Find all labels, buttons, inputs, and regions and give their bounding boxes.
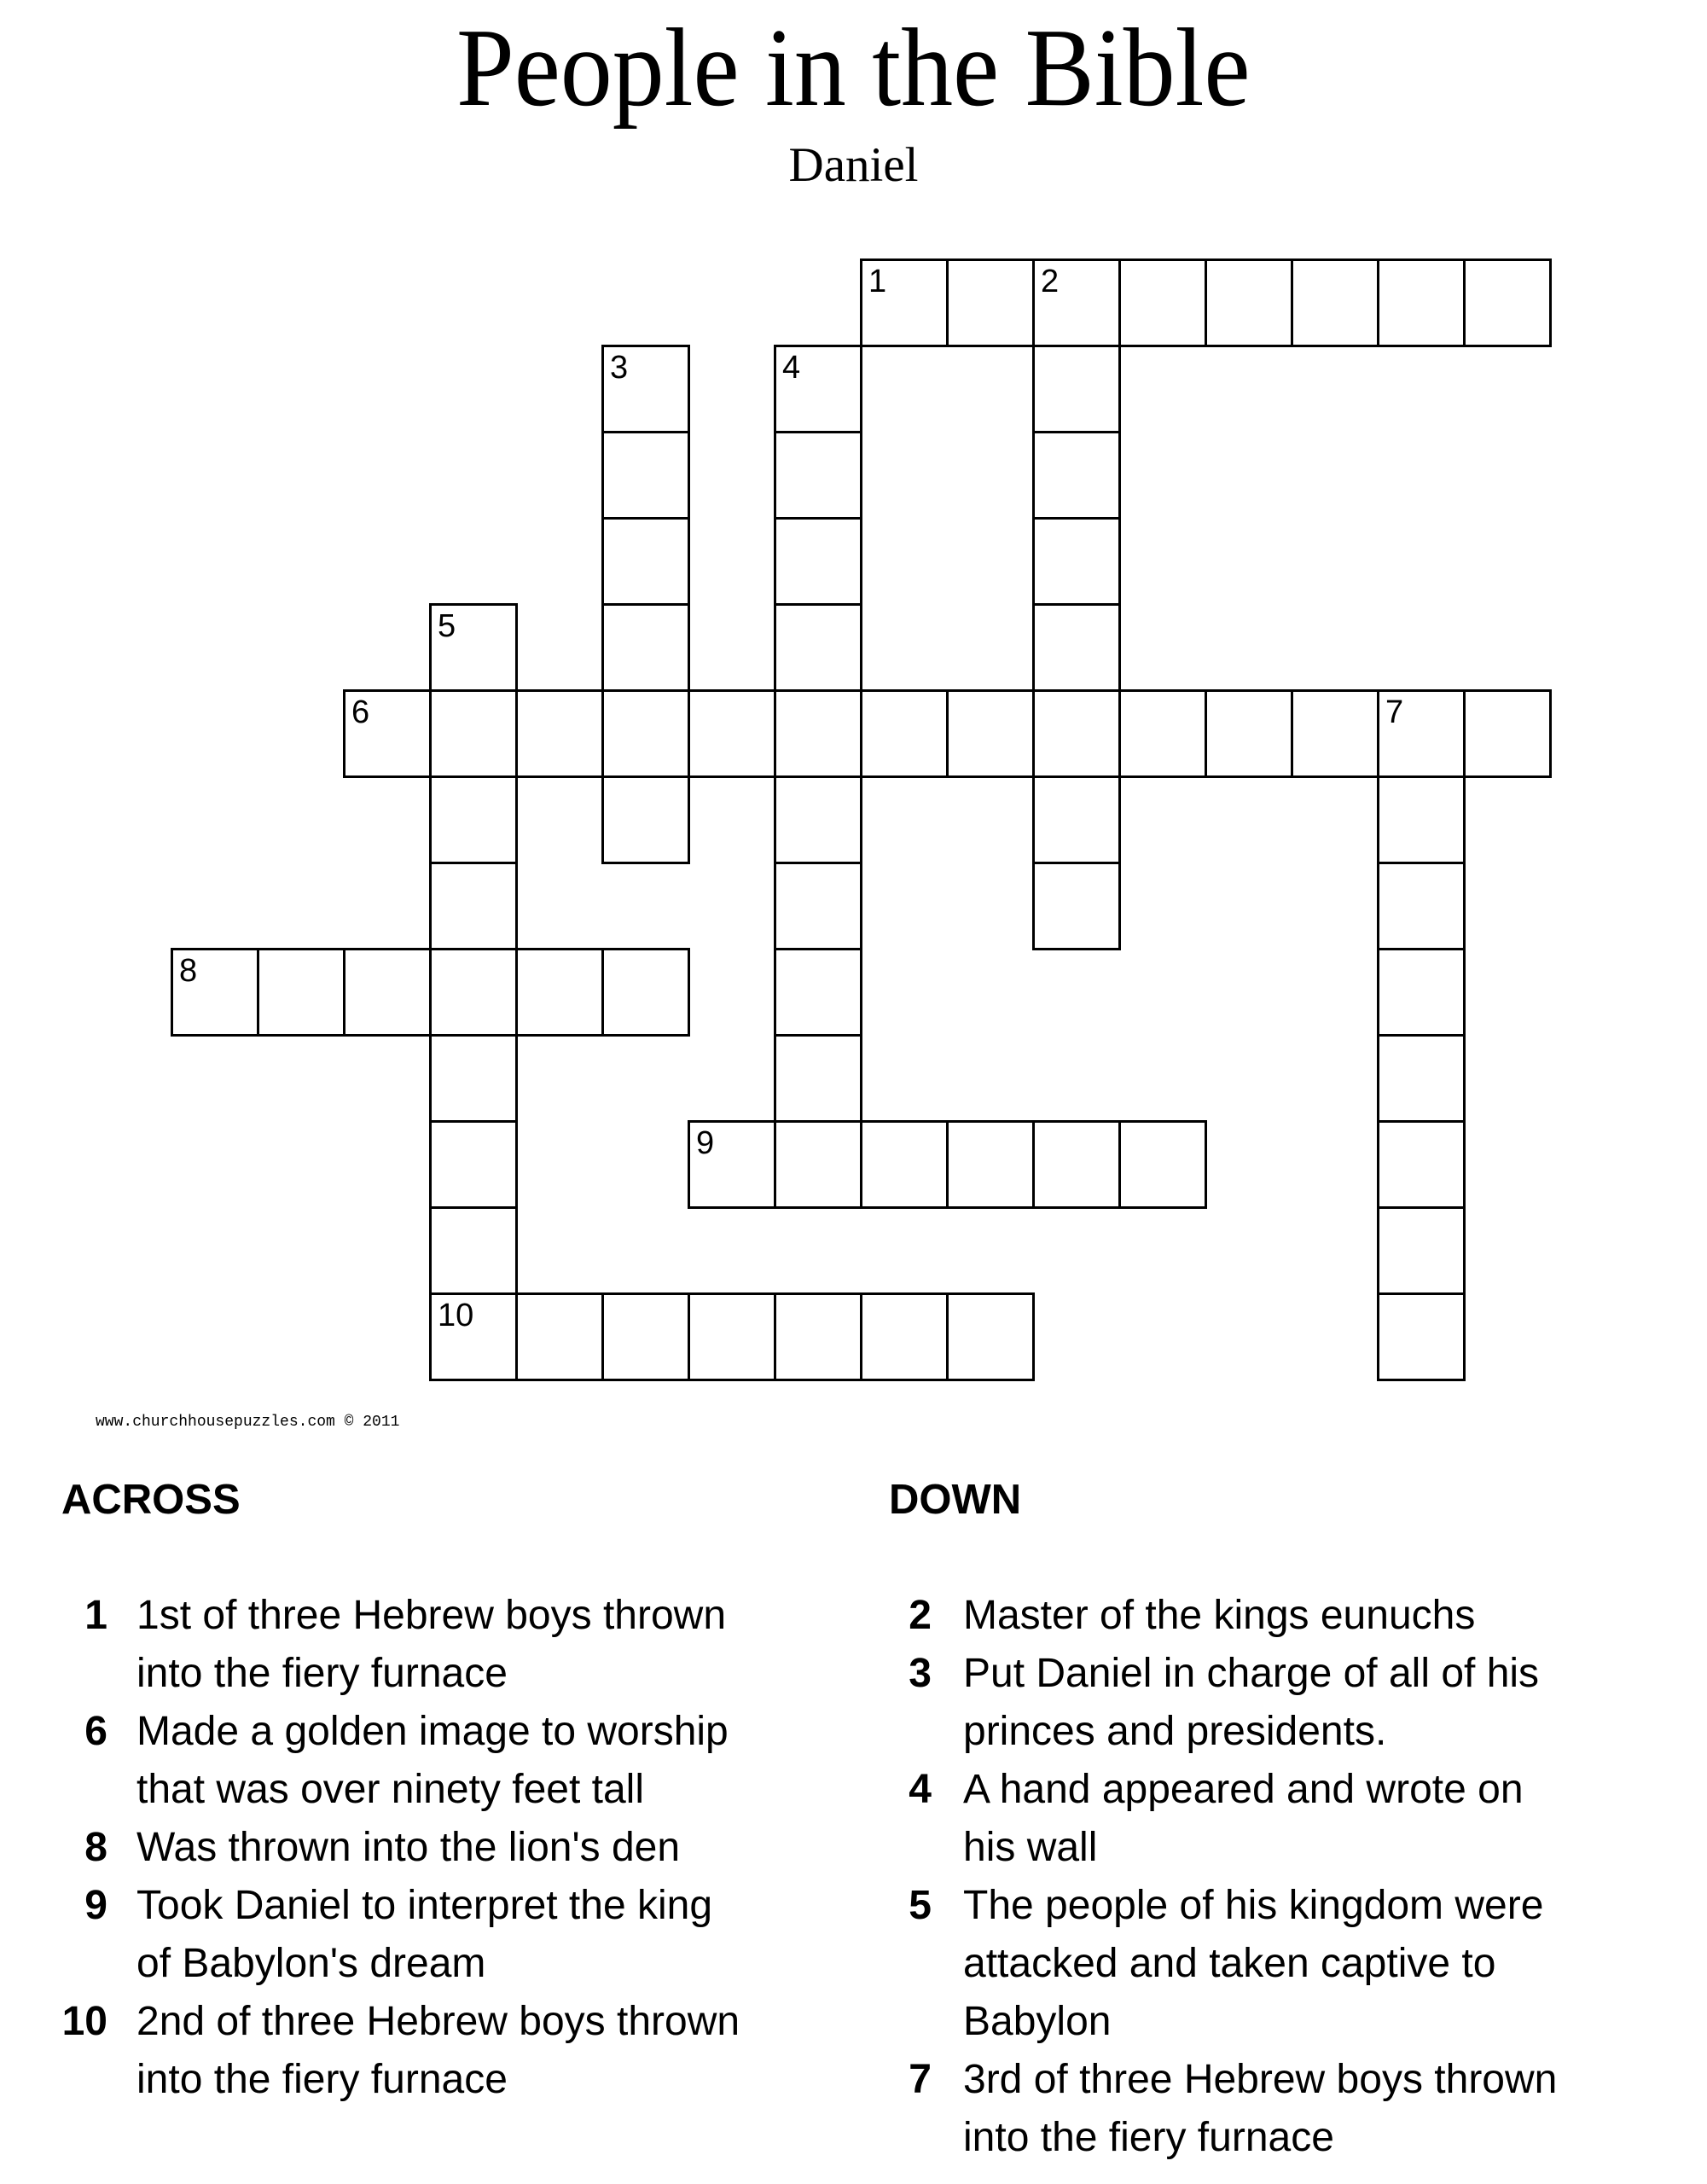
clue-text — [963, 1761, 1524, 1877]
grid-cell[interactable] — [946, 258, 1035, 347]
grid-cell[interactable] — [601, 603, 690, 692]
clue-number: 6 — [84, 1709, 107, 1754]
grid-cell[interactable] — [860, 1292, 949, 1381]
across-header: ACROSS — [61, 1477, 241, 1523]
grid-cell[interactable] — [774, 1292, 862, 1381]
puzzle-subtitle: Daniel — [788, 138, 919, 192]
clue-text-line: Put Daniel in charge of all of his — [963, 1651, 1540, 1696]
clue-item-down-3 — [889, 1645, 1557, 1761]
cell-number: 8 — [179, 953, 198, 989]
grid-cell[interactable] — [1377, 775, 1466, 864]
grid-cell[interactable] — [774, 775, 862, 864]
grid-cell[interactable] — [1377, 1034, 1466, 1123]
grid-cell[interactable] — [601, 1292, 690, 1381]
grid-cell[interactable] — [429, 1206, 518, 1295]
grid-cell[interactable] — [1377, 1120, 1466, 1209]
grid-cell[interactable] — [774, 862, 862, 950]
grid-cell[interactable] — [946, 689, 1035, 778]
clue-item-down-7 — [889, 2051, 1557, 2167]
clue-text-line: Took Daniel to interpret the king — [136, 1883, 713, 1928]
grid-cell[interactable] — [429, 775, 518, 864]
clue-text — [963, 2051, 1557, 2167]
clue-text-line: 2nd of three Hebrew boys thrown — [136, 1999, 740, 2044]
grid-cell[interactable] — [1032, 862, 1121, 950]
clue-text-line: into the fiery furnace — [963, 2115, 1334, 2160]
down-clues-section — [889, 1477, 1657, 2160]
grid-cell[interactable] — [429, 689, 518, 778]
clue-text-line: 1st of three Hebrew boys thrown — [136, 1593, 727, 1638]
clue-number: 9 — [84, 1883, 107, 1928]
clue-number: 1 — [84, 1593, 107, 1638]
clue-text-line: A hand appeared and wrote on — [963, 1767, 1524, 1812]
clue-text — [136, 1587, 726, 1703]
clue-text — [136, 1819, 680, 1877]
clue-item-down-4 — [889, 1761, 1557, 1877]
grid-cell[interactable] — [1291, 689, 1379, 778]
clue-text-line: Was thrown into the lion's den — [136, 1825, 681, 1870]
grid-cell[interactable] — [429, 1120, 518, 1209]
clue-number: 4 — [909, 1767, 932, 1812]
grid-cell[interactable] — [946, 1120, 1035, 1209]
grid-cell[interactable] — [515, 948, 604, 1037]
grid-cell[interactable] — [601, 775, 690, 864]
grid-cell[interactable] — [601, 431, 690, 520]
grid-cell[interactable] — [601, 517, 690, 606]
clue-text-line: The people of his kingdom were — [963, 1883, 1544, 1928]
grid-cell[interactable] — [429, 1034, 518, 1123]
cell-number: 4 — [782, 350, 801, 386]
clue-item-across-10 — [55, 1993, 740, 2109]
clue-text-line: into the fiery furnace — [136, 1651, 508, 1696]
across-clue-list — [55, 1587, 740, 2109]
clue-item-down-2 — [889, 1587, 1557, 1645]
clue-number: 8 — [84, 1825, 107, 1870]
grid-cell[interactable] — [1205, 689, 1293, 778]
clue-number: 3 — [909, 1651, 932, 1696]
clue-item-across-9 — [55, 1877, 740, 1993]
clue-item-down-5 — [889, 1877, 1557, 2051]
grid-cell[interactable] — [429, 948, 518, 1037]
grid-cell[interactable] — [1118, 1120, 1207, 1209]
cell-number: 6 — [351, 694, 370, 730]
grid-cell[interactable] — [860, 1120, 949, 1209]
grid-cell[interactable] — [343, 948, 432, 1037]
clue-item-across-6 — [55, 1703, 740, 1819]
down-clue-list — [889, 1587, 1557, 2167]
cell-number: 7 — [1385, 694, 1404, 730]
grid-cell[interactable] — [1032, 689, 1121, 778]
grid-cell[interactable] — [1377, 1292, 1466, 1381]
cell-number: 10 — [438, 1298, 474, 1333]
grid-cell[interactable] — [515, 689, 604, 778]
grid-cell[interactable] — [774, 689, 862, 778]
grid-cell[interactable] — [1032, 775, 1121, 864]
grid-cell[interactable] — [1032, 345, 1121, 433]
grid-cell[interactable] — [1205, 258, 1293, 347]
grid-cell[interactable] — [429, 862, 518, 950]
grid-cell[interactable] — [601, 948, 690, 1037]
clue-text — [136, 1703, 729, 1819]
grid-cell[interactable] — [1377, 948, 1466, 1037]
clue-text — [963, 1877, 1543, 2051]
grid-cell[interactable] — [1032, 517, 1121, 606]
grid-cell[interactable] — [1032, 1120, 1121, 1209]
grid-cell[interactable] — [774, 603, 862, 692]
grid-cell[interactable] — [774, 517, 862, 606]
cell-number: 1 — [868, 264, 887, 299]
grid-cell[interactable] — [688, 689, 776, 778]
clue-text-line: 3rd of three Hebrew boys thrown — [963, 2057, 1558, 2102]
grid-cell[interactable] — [1377, 1206, 1466, 1295]
grid-cell[interactable] — [688, 1292, 776, 1381]
page-title — [0, 6, 1707, 130]
clue-text-line: of Babylon's dream — [136, 1941, 486, 1986]
grid-cell[interactable] — [774, 1120, 862, 1209]
clue-text — [963, 1587, 1475, 1645]
grid-cell[interactable] — [774, 431, 862, 520]
clue-text-line: Master of the kings eunuchs — [963, 1593, 1476, 1638]
grid-cell[interactable] — [1291, 258, 1379, 347]
cell-number: 3 — [610, 350, 629, 386]
clue-text-line: princes and presidents. — [963, 1709, 1387, 1754]
clue-number: 10 — [61, 1999, 107, 2044]
clue-text — [136, 1877, 712, 1993]
clue-text-line: attacked and taken captive to — [963, 1941, 1496, 1986]
page-title-text: People in the Bible — [456, 6, 1251, 130]
clue-text-line: his wall — [963, 1825, 1098, 1870]
clue-text-line: Made a golden image to worship — [136, 1709, 729, 1754]
grid-cell[interactable] — [515, 1292, 604, 1381]
grid-cell[interactable] — [946, 1292, 1035, 1381]
grid-cell[interactable] — [601, 689, 690, 778]
grid-cell[interactable] — [774, 1034, 862, 1123]
cell-number: 5 — [438, 608, 456, 644]
clue-item-across-8 — [55, 1819, 740, 1877]
clue-text-line: that was over ninety feet tall — [136, 1767, 644, 1812]
clue-text-line: into the fiery furnace — [136, 2057, 508, 2102]
grid-cell[interactable] — [1377, 258, 1466, 347]
grid-cell[interactable] — [1118, 689, 1207, 778]
down-header: DOWN — [889, 1477, 1022, 1523]
grid-cell[interactable] — [1032, 431, 1121, 520]
clue-text — [136, 1993, 740, 2109]
grid-cell[interactable] — [774, 948, 862, 1037]
grid-cell[interactable] — [1377, 862, 1466, 950]
clue-number: 2 — [909, 1593, 932, 1638]
clue-text — [963, 1645, 1539, 1761]
clue-number: 5 — [909, 1883, 932, 1928]
across-clues-section — [55, 1477, 823, 2102]
clue-text-line: Babylon — [963, 1999, 1112, 2044]
grid-cell[interactable] — [1118, 258, 1207, 347]
grid-cell[interactable] — [1463, 689, 1552, 778]
grid-cell[interactable] — [257, 948, 345, 1037]
grid-cell[interactable] — [1463, 258, 1552, 347]
grid-cell[interactable] — [860, 689, 949, 778]
copyright-text: www.churchhousepuzzles.com © 2011 — [96, 1414, 400, 1431]
grid-cell[interactable] — [1032, 603, 1121, 692]
cell-number: 9 — [696, 1125, 715, 1161]
clue-item-across-1 — [55, 1587, 740, 1703]
cell-number: 2 — [1041, 264, 1060, 299]
clue-number: 7 — [909, 2057, 932, 2102]
